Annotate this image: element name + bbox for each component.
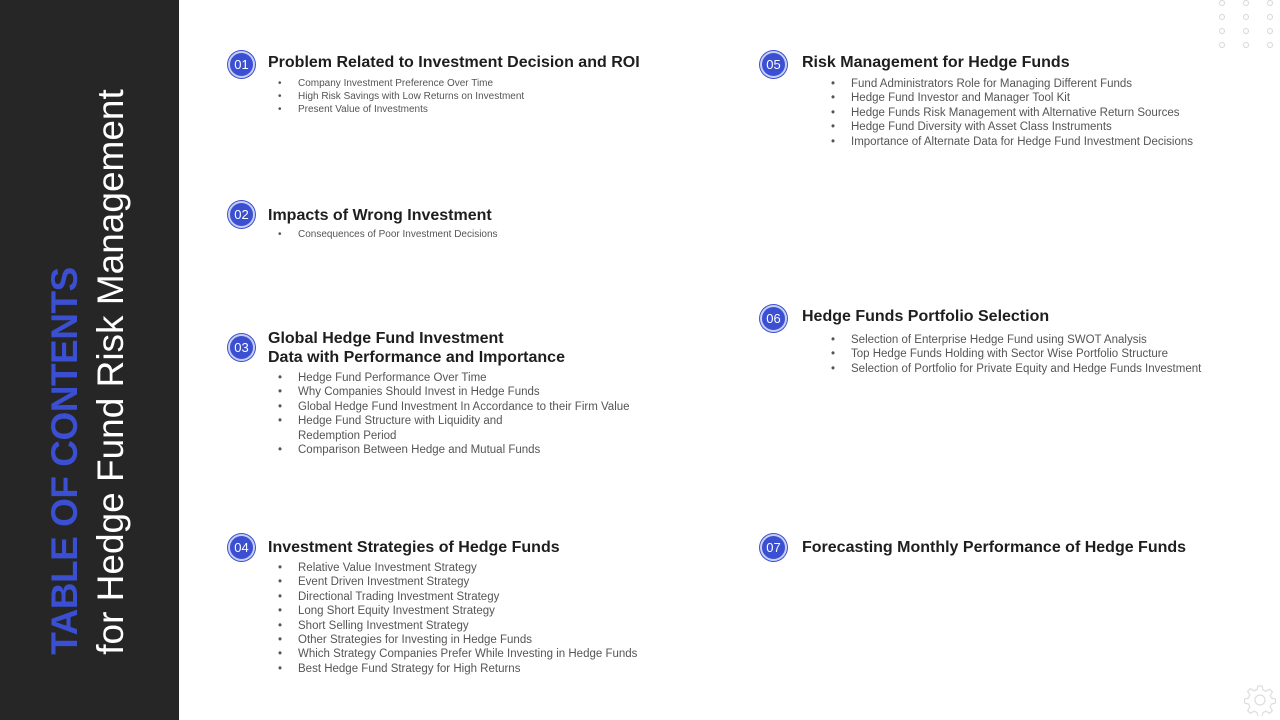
- section-heading: [268, 329, 565, 367]
- section-heading: Impacts of Wrong Investment: [268, 207, 492, 224]
- list-item: • Event Driven Investment Strategy: [298, 575, 637, 589]
- section-item-list: [298, 77, 524, 116]
- section-heading: Risk Management for Hedge Funds: [802, 54, 1070, 71]
- gear-icon: [1244, 684, 1276, 716]
- section-item-list: [851, 333, 1201, 376]
- list-item: • Global Hedge Fund Investment In Accordance to their Firm Value: [298, 400, 630, 414]
- dot: [1243, 14, 1249, 20]
- section-number-badge: 01: [228, 51, 255, 78]
- dot: [1219, 0, 1225, 6]
- list-item: • Top Hedge Funds Holding with Sector Wise Portfolio Structure: [851, 347, 1201, 361]
- list-item: • Long Short Equity Investment Strategy: [298, 604, 637, 618]
- dot: [1243, 42, 1249, 48]
- list-item: • Directional Trading Investment Strategy: [298, 590, 637, 604]
- dot: [1219, 28, 1225, 34]
- dot: [1267, 0, 1273, 6]
- list-item-continuation: Redemption Period: [298, 429, 397, 442]
- list-item: • Importance of Alternate Data for Hedge Fund Investment Decisions: [851, 135, 1193, 149]
- dot: [1219, 42, 1225, 48]
- section-heading-line-1: Global Hedge Fund Investment: [268, 330, 504, 347]
- dot: [1267, 14, 1273, 20]
- list-item: • Hedge Fund Structure with Liquidity and: [298, 414, 630, 428]
- title-subtitle: for Hedge Fund Risk Management: [90, 89, 131, 655]
- section-heading: Problem Related to Investment Decision and ROI: [268, 54, 640, 71]
- list-item: • High Risk Savings with Low Returns on Investment: [298, 90, 524, 103]
- section-item-list: [298, 371, 630, 457]
- list-item: • Company Investment Preference Over Time: [298, 77, 524, 90]
- list-item: • Best Hedge Fund Strategy for High Returns: [298, 662, 637, 676]
- section-number-badge: 02: [228, 201, 255, 228]
- list-item: • Present Value of Investments: [298, 103, 524, 116]
- list-item: • Hedge Fund Investor and Manager Tool Kit: [851, 91, 1193, 105]
- dot: [1267, 28, 1273, 34]
- section-number-badge: 04: [228, 534, 255, 561]
- list-item: • Comparison Between Hedge and Mutual Funds: [298, 443, 630, 457]
- list-item: • Short Selling Investment Strategy: [298, 619, 637, 633]
- list-item: • Hedge Fund Diversity with Asset Class Instruments: [851, 120, 1193, 134]
- list-item: • Why Companies Should Invest in Hedge Funds: [298, 385, 630, 399]
- section-number-badge: 07: [760, 534, 787, 561]
- section-heading: Forecasting Monthly Performance of Hedge Funds: [802, 539, 1187, 556]
- page-title: [42, 89, 134, 655]
- dot: [1243, 0, 1249, 6]
- list-item: • Hedge Fund Performance Over Time: [298, 371, 630, 385]
- list-item: • Consequences of Poor Investment Decisions: [298, 228, 498, 241]
- section-heading-line-2: Data with Performance and Importance: [268, 349, 565, 366]
- section-item-list: [298, 561, 637, 676]
- section-number-badge: 06: [760, 305, 787, 332]
- section-heading: Hedge Funds Portfolio Selection: [802, 308, 1050, 325]
- list-item: • Relative Value Investment Strategy: [298, 561, 637, 575]
- decorative-dots: [1219, 0, 1275, 48]
- list-item: • Other Strategies for Investing in Hedge Funds: [298, 633, 637, 647]
- list-item: • Selection of Enterprise Hedge Fund using SWOT Analysis: [851, 333, 1201, 347]
- section-item-list: [298, 228, 498, 241]
- sidebar: [0, 0, 179, 720]
- list-item: • Hedge Funds Risk Management with Alternative Return Sources: [851, 106, 1193, 120]
- list-item: • Selection of Portfolio for Private Equity and Hedge Funds Investment: [851, 362, 1201, 376]
- dot: [1219, 14, 1225, 20]
- title-table-of-contents: TABLE OF CONTENTS: [44, 267, 85, 655]
- section-heading: Investment Strategies of Hedge Funds: [268, 539, 560, 556]
- section-number-badge: 03: [228, 334, 255, 361]
- dot: [1243, 28, 1249, 34]
- list-item: • Fund Administrators Role for Managing Different Funds: [851, 77, 1193, 91]
- section-item-list: [851, 77, 1193, 149]
- section-number-badge: 05: [760, 51, 787, 78]
- list-item: • Which Strategy Companies Prefer While Investing in Hedge Funds: [298, 647, 637, 661]
- dot: [1267, 42, 1273, 48]
